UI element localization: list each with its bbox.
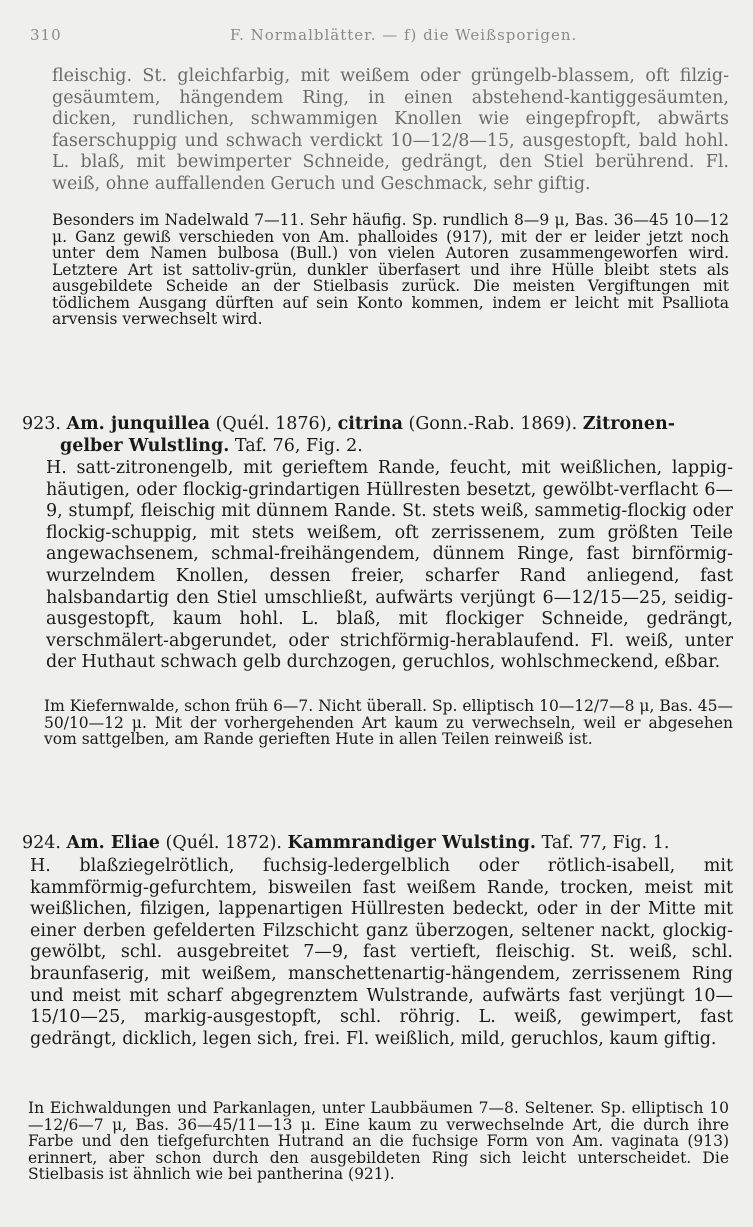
- entry-number: 923.: [22, 414, 61, 434]
- entry-923-heading: [22, 413, 731, 457]
- entry-number: 924.: [22, 833, 61, 853]
- entry-923-body-section: [46, 458, 733, 674]
- intro-note: Besonders im Nadelwald 7—11. Sehr häufig. Sp. rundlich 8—9 μ, Bas. 36—45 10—12 μ. Ganz gewiß verschieden von Am. phalloides (917), mit der er leider jetzt noch unter dem Namen bulbosa (Bull.) von vielen Autoren zusammengeworfen wird. Letztere Art ist sattoliv-grün, dunkler überfasert und ihre Hülle bleibt stets als ausgebildete Scheide an der Stielbasis zurück. Die meisten Vergiftungen mit tödlichem Ausgang dürften auf sein Konto kommen, indem er leicht mit Psalliota arvensis verwechselt wird.: [52, 211, 729, 328]
- common-name-part2: gelber Wulstling.: [60, 436, 230, 456]
- species-author: (Quél. 1872).: [165, 833, 282, 853]
- intro-note-section: [52, 212, 729, 328]
- common-name-part1: Zitronen-: [582, 414, 675, 434]
- running-title: F. Normalblätter. — f) die Weißsporigen.: [230, 26, 578, 44]
- plate-reference: Taf. 77, Fig. 1.: [541, 833, 670, 853]
- entry-924-heading: [22, 832, 731, 854]
- intro-section: [52, 66, 729, 196]
- species-author: (Quél. 1876),: [215, 414, 333, 434]
- entry-924-note-section: [28, 1100, 729, 1183]
- species-name: Am. junquillea: [66, 414, 210, 434]
- page-number: 310: [30, 26, 62, 44]
- synonym-author: (Gonn.-Rab. 1869).: [408, 414, 578, 434]
- species-synonym: citrina: [337, 414, 403, 434]
- entry-923-note: Im Kiefernwalde, schon früh 6—7. Nicht überall. Sp. elliptisch 10—12/7—8 μ, Bas. 45—50/10—12 μ. Mit der vorhergehenden Art kaum zu verwechseln, weil er abgesehen vom sattgelben, am Rande gerieften Hute in allen Teilen reinweiß ist.: [44, 697, 733, 748]
- plate-reference: Taf. 76, Fig. 2.: [234, 436, 363, 456]
- common-name: Kammrandiger Wulsting.: [287, 833, 536, 853]
- species-name: Am. Eliae: [66, 833, 160, 853]
- entry-924-note: In Eichwaldungen und Parkanlagen, unter Laubbäumen 7—8. Seltener. Sp. elliptisch 10—12/6—7 μ, Bas. 36—45/11—13 μ. Eine kaum zu verwechselnde Art, die durch ihre Farbe und den tiefgefurchten Hutrand an die fuchsige Form von Am. vaginata (913) erinnert, aber schon durch den ausgebildeten Ring sich leicht unterscheidet. Die Stielbasis ist ähnlich wie bei pantherina (921).: [28, 1099, 729, 1183]
- entry-924-description: H. blaßziegelrötlich, fuchsig-ledergelblich oder rötlich-isabell, mit kammförmig-gefurchtem, bisweilen fast weißem Rande, trocken, meist mit weißlichen, filzigen, lappenartigen Hüllresten bedeckt, oder in der Mitte mit einer derben gefelderten Filzschicht ganz überzogen, seltener nackt, glockig-gewölbt, schl. ausgebreitet 7—9, fast vertieft, fleischig. St. weiß, schl. braunfaserig, mit weißem, manschettenartig-hängendem, zerrissenem Ring und meist mit scharf abgegrenztem Wulstrande, aufwärts fast verjüngt 10—15/10—25, markig-ausgestopft, schl. röhrig. L. weiß, gewimpert, fast gedrängt, dicklich, legen sich, frei. Fl. weißlich, mild, geruchlos, kaum giftig.: [30, 856, 733, 1049]
- intro-paragraph: fleischig. St. gleichfarbig, mit weißem oder grüngelb-blassem, oft filzig-gesäumtem, hängendem Ring, in einen abstehend-kantiggesäumten, dicken, rundlichen, schwammigen Knollen wie eingepfropft, abwärts faserschuppig und schwach verdickt 10—12/8—15, ausgestopft, bald hohl. L. blaß, mit bewimperter Schneide, gedrängt, den Stiel berührend. Fl. weiß, ohne auffallenden Geruch und Geschmack, sehr giftig.: [52, 66, 729, 194]
- entry-924-body-section: [30, 856, 733, 1050]
- entry-923-note-section: [44, 698, 733, 748]
- entry-923-description: H. satt-zitronengelb, mit gerieftem Rande, feucht, mit weißlichen, lappig-häutigen, oder flockig-grindartigen Hüllresten besetzt, gewölbt-verflacht 6—9, stumpf, fleischig mit dünnem Rande. St. stets weiß, sammetig-flockig oder flockig-schuppig, mit stets weißem, oft zerrissenem, zum größten Teile angewachsenem, schmal-freihängendem, dünnem Ringe, fast birnförmig-wurzelndem Knollen, dessen freier, scharfer Rand anliegend, fast halsbandartig den Stiel umschließt, aufwärts verjüngt 6—12/15—25, seidig-ausgestopft, kaum hohl. L. blaß, mit flockiger Schneide, gedrängt, verschmälert-abgerundet, oder strichförmig-herablaufend. Fl. weiß, unter der Huthaut schwach gelb durchzogen, geruchlos, wohlschmeckend, eßbar.: [46, 458, 733, 673]
